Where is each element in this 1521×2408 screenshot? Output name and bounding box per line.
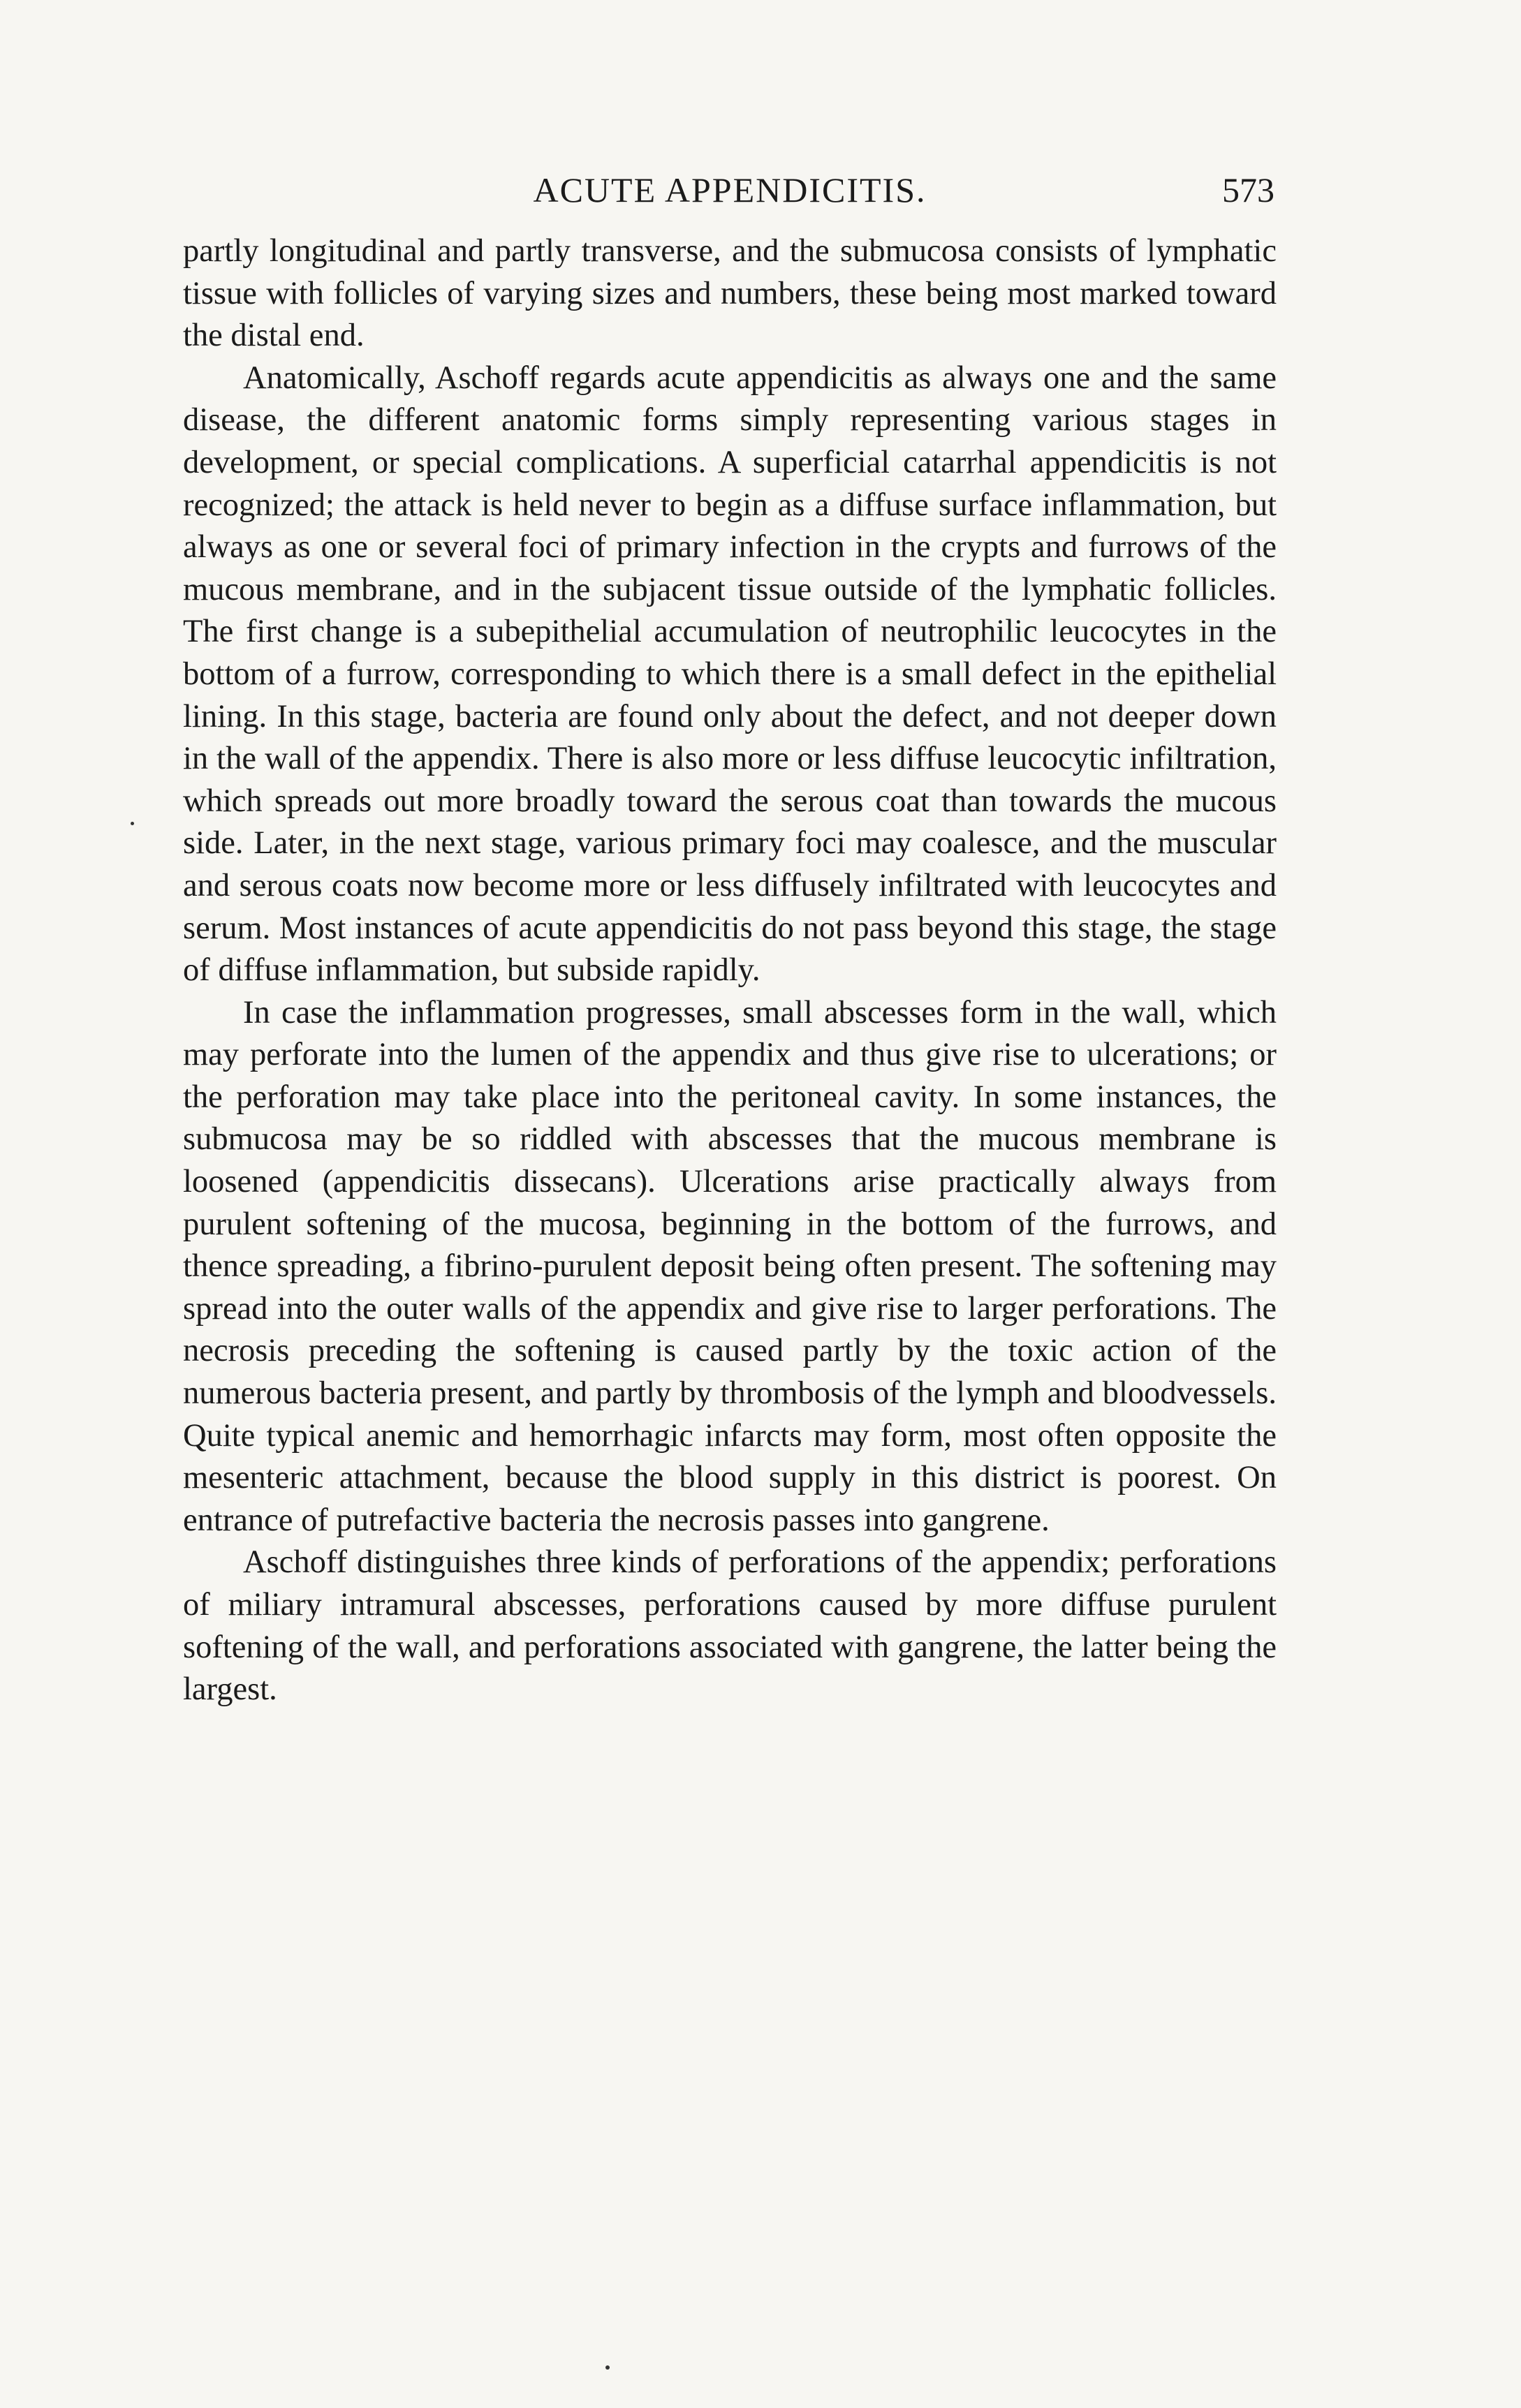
paragraph-inflammation-progress: In case the inflammation progresses, small abscesses form in the wall, which may perforate into the lumen of the appendix and thus give rise to ulcerations; or the perforation may take place into the peritoneal cavity. In some instances, the submucosa may be so riddled with abscesses that the mucous membrane is loosened (appendicitis dissecans). Ulcerations arise practically always from purulent softening of the mucosa, beginning in the bottom of the furrows, and thence spreading, a fibrino-purulent deposit being often present. The softening may spread into the outer walls of the appendix and give rise to larger perforations. The necrosis preceding the softening is caused partly by the toxic action of the numerous bacteria present, and partly by thrombosis of the lymph and bloodvessels. Quite typical anemic and hemorrhagic infarcts may form, most often opposite the mesenteric attachment, because the blood supply in this district is poorest. On entrance of putrefactive bacteria the necrosis passes into gangrene. xyxy=(183,994,1277,1538)
paragraph-perforations: Aschoff distinguishes three kinds of perforations of the appendix; perforations of miliary intramural abscesses, perforations caused by more diffuse purulent softening of the wall, and perforations associated with gangrene, the latter being the largest. xyxy=(183,1544,1277,1708)
running-head: ACUTE APPENDICITIS. xyxy=(533,170,927,209)
paragraph-continued: partly longitudinal and partly transverse, and the submucosa consists of lymphatic tissue with follicles of varying sizes and numbers, these being most marked toward the distal end. xyxy=(183,233,1277,354)
page-header xyxy=(185,162,1274,218)
margin-speck xyxy=(131,822,134,825)
paragraph-aschoff-anatomy: Anatomically, Aschoff regards acute appendicitis as always one and the same disease, the different anatomic forms simply representing various stages in development, or special complications. A superficial catarrhal appendicitis is not recognized; the attack is held never to begin as a diffuse surface inflammation, but always as one or several foci of primary infection in the crypts and furrows of the mucous membrane, and in the subjacent tissue outside of the lymphatic follicles. The first change is a subepithelial accumulation of neutrophilic leucocytes in the bottom of a furrow, corresponding to which there is a small defect in the epithelial lining. In this stage, bacteria are found only about the defect, and not deeper down in the wall of the appendix. There is also more or less diffuse leucocytic infiltration, which spreads out more broadly toward the serous coat than towards the mucous side. Later, in the next stage, various primary foci may coalesce, and the muscular and serous coats now become more or less diffusely infiltrated with leucocytes and serum. Most instances of acute appendicitis do not pass beyond this stage, the stage of diffuse inflammation, but subside rapidly. xyxy=(183,360,1277,989)
bottom-speck xyxy=(605,2365,610,2370)
body-text xyxy=(183,230,1277,1711)
page-number: 573 xyxy=(1222,170,1274,209)
